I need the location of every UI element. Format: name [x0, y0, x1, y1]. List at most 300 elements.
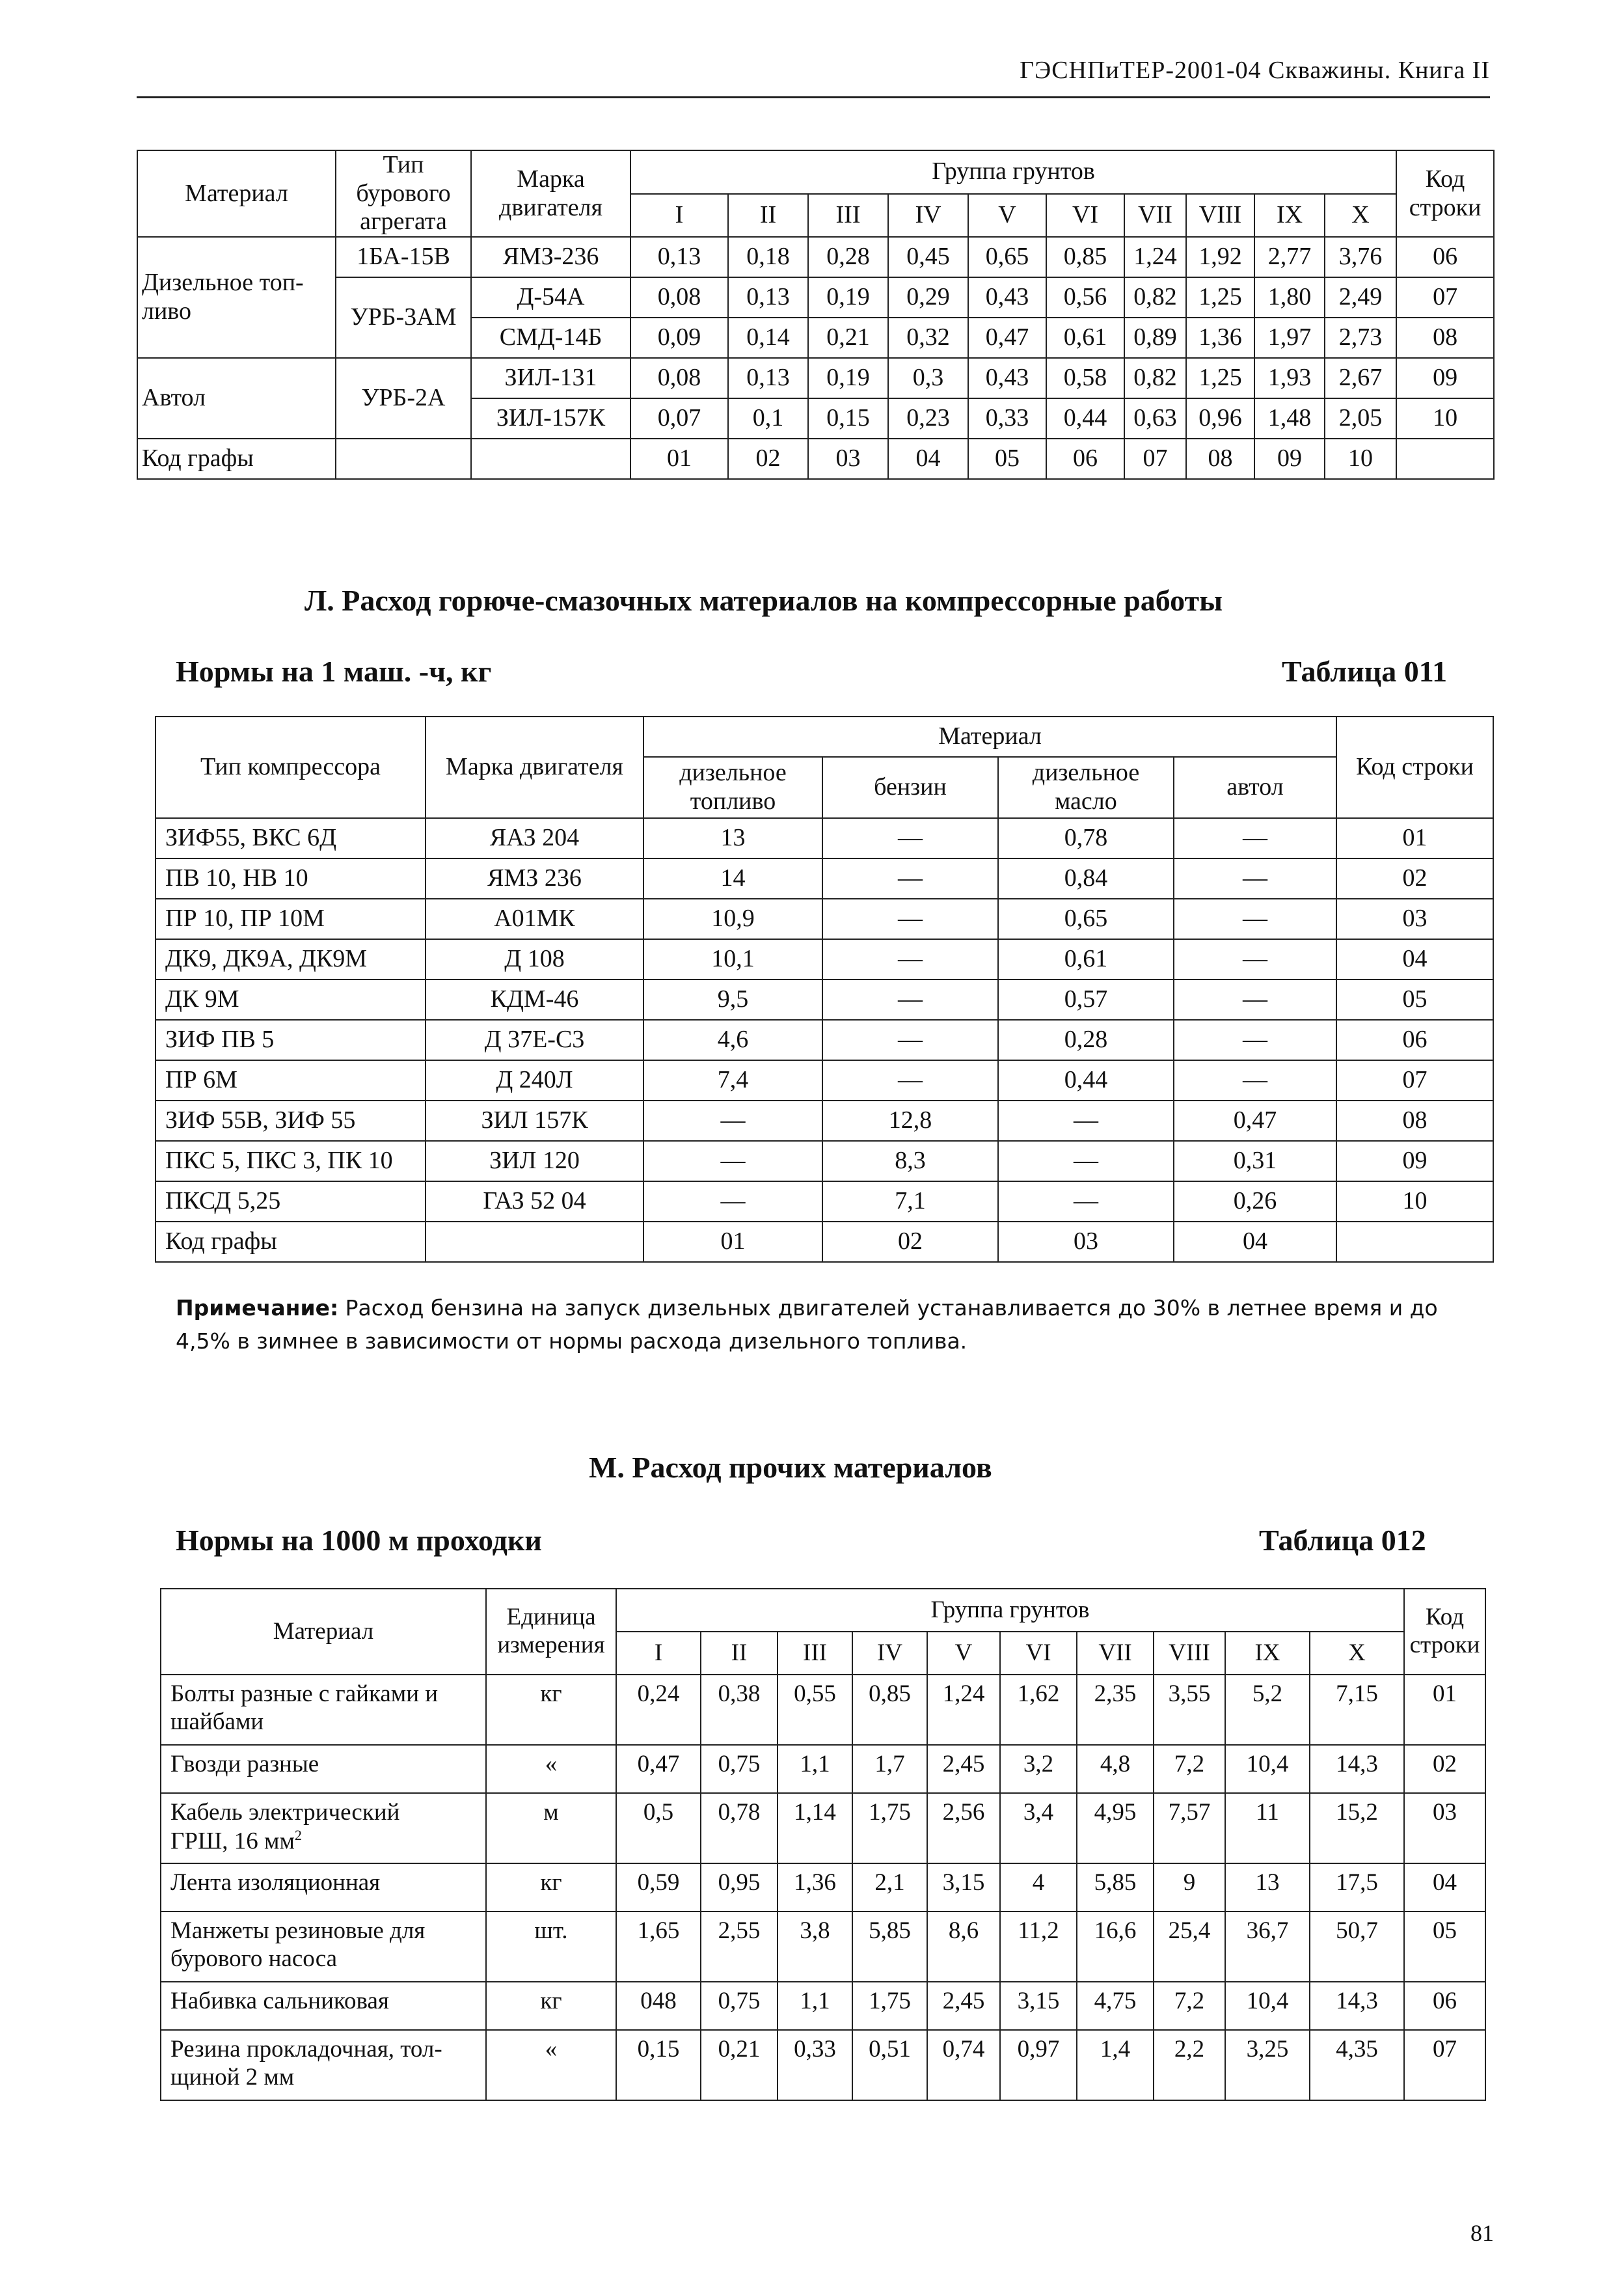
value-cell: 12,8: [822, 1101, 998, 1141]
value-cell: 3,15: [927, 1863, 1000, 1912]
unit-cell: «: [486, 1745, 616, 1793]
value-cell: 1,92: [1186, 237, 1254, 277]
value-cell: 8,3: [822, 1141, 998, 1181]
value-cell: 11: [1225, 1793, 1310, 1863]
column-code: 02: [728, 439, 808, 479]
group-header: I: [616, 1632, 701, 1675]
col-avtol: автол: [1174, 757, 1336, 818]
code-cell: 02: [1404, 1745, 1485, 1793]
value-cell: —: [643, 1181, 822, 1222]
table-row: [161, 1863, 1485, 1912]
note: [176, 1291, 1490, 1358]
value-cell: 0,26: [1174, 1181, 1336, 1222]
empty-cell: [1396, 439, 1494, 479]
value-cell: —: [643, 1141, 822, 1181]
group-header: IX: [1225, 1632, 1310, 1675]
table-row: [161, 1793, 1485, 1863]
value-cell: 13: [643, 818, 822, 858]
value-cell: 1,24: [927, 1675, 1000, 1745]
col-row-code: Код строки: [1404, 1589, 1485, 1675]
value-cell: 0,5: [616, 1793, 701, 1863]
engine-cell: ЯМЗ 236: [426, 858, 643, 899]
value-cell: 2,45: [927, 1745, 1000, 1793]
code-cell: 09: [1396, 358, 1494, 398]
code-cell: 09: [1336, 1141, 1493, 1181]
compressor-type-cell: ПР 6М: [156, 1060, 426, 1101]
value-cell: 7,1: [822, 1181, 998, 1222]
value-cell: —: [822, 980, 998, 1020]
col-material: Материал: [643, 717, 1336, 757]
value-cell: —: [1174, 899, 1336, 939]
col-unit: Единица измерения: [486, 1589, 616, 1675]
unit-cell: кг: [486, 1982, 616, 2030]
col-row-code: Код строки: [1336, 717, 1493, 818]
value-cell: 4,35: [1310, 2030, 1404, 2100]
value-cell: 2,45: [927, 1982, 1000, 2030]
compressor-type-cell: ЗИФ 55В, ЗИФ 55: [156, 1101, 426, 1141]
table-row: [156, 1141, 1493, 1181]
unit-cell: «: [486, 2030, 616, 2100]
value-cell: 0,96: [1186, 398, 1254, 439]
col-petrol: бензин: [822, 757, 998, 818]
value-cell: 0,78: [701, 1793, 778, 1863]
value-cell: 8,6: [927, 1912, 1000, 1982]
value-cell: 0,18: [728, 237, 808, 277]
value-cell: 0,21: [701, 2030, 778, 2100]
value-cell: 0,28: [998, 1020, 1174, 1060]
value-cell: 0,15: [616, 2030, 701, 2100]
value-cell: 2,77: [1254, 237, 1325, 277]
value-cell: 0,74: [927, 2030, 1000, 2100]
value-cell: 0,85: [852, 1675, 927, 1745]
code-cell: 03: [1404, 1793, 1485, 1863]
engine-cell: ЗИЛ 120: [426, 1141, 643, 1181]
value-cell: 4,8: [1077, 1745, 1154, 1793]
column-code: 09: [1254, 439, 1325, 479]
value-cell: 0,89: [1124, 318, 1186, 358]
note-label: Примечание:: [176, 1295, 339, 1321]
table-row: [156, 818, 1493, 858]
unit-cell: кг: [486, 1863, 616, 1912]
value-cell: 1,36: [1186, 318, 1254, 358]
value-cell: 0,82: [1124, 358, 1186, 398]
column-code: 02: [822, 1222, 998, 1262]
value-cell: 0,3: [888, 358, 968, 398]
value-cell: 2,49: [1325, 277, 1396, 318]
value-cell: 1,36: [778, 1863, 852, 1912]
table-row: [156, 1101, 1493, 1141]
value-cell: 0,1: [728, 398, 808, 439]
value-cell: 0,51: [852, 2030, 927, 2100]
group-header: X: [1310, 1632, 1404, 1675]
group-header: IX: [1254, 194, 1325, 238]
compressor-type-cell: ПКСД 5,25: [156, 1181, 426, 1222]
value-cell: 0,75: [701, 1982, 778, 2030]
table-row: [156, 899, 1493, 939]
code-cell: 07: [1404, 2030, 1485, 2100]
value-cell: —: [822, 1020, 998, 1060]
col-diesel-fuel: дизельное топливо: [643, 757, 822, 818]
value-cell: 10,4: [1225, 1745, 1310, 1793]
table-row: [156, 1181, 1493, 1222]
code-cell: 03: [1336, 899, 1493, 939]
value-cell: 4,6: [643, 1020, 822, 1060]
material-label-line2: ГРШ, 16 мм: [170, 1827, 295, 1854]
value-cell: 5,2: [1225, 1675, 1310, 1745]
engine-cell: ЗИЛ-131: [471, 358, 630, 398]
value-cell: 1,1: [778, 1745, 852, 1793]
value-cell: —: [822, 818, 998, 858]
value-cell: 0,31: [1174, 1141, 1336, 1181]
code-cell: 06: [1396, 237, 1494, 277]
code-cell: 06: [1404, 1982, 1485, 2030]
value-cell: 2,1: [852, 1863, 927, 1912]
group-header: III: [808, 194, 888, 238]
code-cell: 08: [1396, 318, 1494, 358]
value-cell: 3,25: [1225, 2030, 1310, 2100]
engine-cell: Д 240Л: [426, 1060, 643, 1101]
value-cell: 0,44: [998, 1060, 1174, 1101]
group-header: VII: [1077, 1632, 1154, 1675]
value-cell: 9,5: [643, 980, 822, 1020]
material-cell: [161, 2030, 486, 2100]
column-code: 05: [968, 439, 1046, 479]
section-l-title: Л. Расход горюче-смазочных материалов на компрессорные работы: [304, 584, 1223, 617]
table-row: [156, 939, 1493, 980]
value-cell: 1,4: [1077, 2030, 1154, 2100]
compressor-type-cell: ПКС 5, ПКС 3, ПК 10: [156, 1141, 426, 1181]
col-engine: Марка двигателя: [426, 717, 643, 818]
value-cell: 3,2: [1000, 1745, 1077, 1793]
table-footer-row: [156, 1222, 1493, 1262]
value-cell: 4,75: [1077, 1982, 1154, 2030]
value-cell: 0,44: [1046, 398, 1124, 439]
value-cell: 1,1: [778, 1982, 852, 2030]
value-cell: 14,3: [1310, 1745, 1404, 1793]
value-cell: 16,6: [1077, 1912, 1154, 1982]
engine-cell: А01МК: [426, 899, 643, 939]
table-row: [161, 1675, 1485, 1745]
value-cell: 3,76: [1325, 237, 1396, 277]
value-cell: —: [1174, 1020, 1336, 1060]
table-row: [161, 1912, 1485, 1982]
value-cell: 0,09: [630, 318, 728, 358]
value-cell: —: [822, 1060, 998, 1101]
group-header: X: [1325, 194, 1396, 238]
value-cell: 0,56: [1046, 277, 1124, 318]
value-cell: 0,43: [968, 358, 1046, 398]
value-cell: 0,13: [728, 277, 808, 318]
value-cell: 1,65: [616, 1912, 701, 1982]
column-code: 03: [808, 439, 888, 479]
value-cell: 1,24: [1124, 237, 1186, 277]
value-cell: 17,5: [1310, 1863, 1404, 1912]
value-cell: 3,55: [1154, 1675, 1225, 1745]
unit-cell: шт.: [486, 1912, 616, 1982]
value-cell: 0,43: [968, 277, 1046, 318]
section-l-norms: Нормы на 1 маш. -ч, кг: [176, 655, 492, 688]
engine-cell: Д-54А: [471, 277, 630, 318]
material-label: Гвозди разные: [170, 1751, 319, 1777]
value-cell: 0,07: [630, 398, 728, 439]
value-cell: 3,15: [1000, 1982, 1077, 2030]
value-cell: 1,14: [778, 1793, 852, 1863]
material-cell: [161, 1982, 486, 2030]
material-cell: [161, 1793, 486, 1863]
value-cell: 10,4: [1225, 1982, 1310, 2030]
material-label: Болты разные с гайками и шайбами: [170, 1680, 439, 1735]
table-row: [137, 277, 1494, 318]
value-cell: 1,75: [852, 1793, 927, 1863]
material-label: Резина прокладочная, тол- щиной 2 мм: [170, 2036, 442, 2090]
engine-cell: ЗИЛ-157К: [471, 398, 630, 439]
table-row: [137, 237, 1494, 277]
group-header: IV: [888, 194, 968, 238]
engine-cell: Д 108: [426, 939, 643, 980]
group-header: V: [968, 194, 1046, 238]
compressor-type-cell: ДК 9М: [156, 980, 426, 1020]
running-header: [137, 51, 1490, 98]
table-row: [161, 2030, 1485, 2100]
value-cell: 1,93: [1254, 358, 1325, 398]
value-cell: —: [822, 899, 998, 939]
other-materials-table: [160, 1588, 1486, 2101]
material-cell: [161, 1912, 486, 1982]
group-header: II: [728, 194, 808, 238]
code-cell: 04: [1404, 1863, 1485, 1912]
table-011-label: Таблица 011: [1282, 655, 1448, 688]
table-row: [161, 1982, 1485, 2030]
engine-cell: ЗИЛ 157К: [426, 1101, 643, 1141]
section-m-title: М. Расход прочих материалов: [589, 1451, 992, 1484]
table-012-label: Таблица 012: [1259, 1524, 1426, 1557]
value-cell: —: [1174, 858, 1336, 899]
engine-cell: Д 37Е-С3: [426, 1020, 643, 1060]
group-header: III: [778, 1632, 852, 1675]
compressor-type-cell: ПР 10, ПР 10М: [156, 899, 426, 939]
fuel-table-drilling: [137, 150, 1495, 480]
code-cell: 05: [1404, 1912, 1485, 1982]
value-cell: 0,55: [778, 1675, 852, 1745]
col-row-code: Код строки: [1396, 150, 1494, 237]
value-cell: 7,2: [1154, 1745, 1225, 1793]
value-cell: 7,15: [1310, 1675, 1404, 1745]
engine-cell: ЯАЗ 204: [426, 818, 643, 858]
value-cell: —: [1174, 939, 1336, 980]
value-cell: 0,23: [888, 398, 968, 439]
col-compressor-type: Тип компрессора: [156, 717, 426, 818]
note-text: Расход бензина на запуск дизельных двигателей устанавливается до 30% в летнее время и до 4,5% в зимнее в зависимости от нормы расхода дизельного топлива.: [176, 1295, 1438, 1354]
engine-cell: КДМ-46: [426, 980, 643, 1020]
value-cell: 0,47: [616, 1745, 701, 1793]
value-cell: 0,24: [616, 1675, 701, 1745]
value-cell: 11,2: [1000, 1912, 1077, 1982]
column-code: 07: [1124, 439, 1186, 479]
value-cell: 0,45: [888, 237, 968, 277]
value-cell: 14,3: [1310, 1982, 1404, 2030]
col-diesel-oil: дизельное масло: [998, 757, 1174, 818]
column-code: 01: [630, 439, 728, 479]
rig-cell: 1БА-15В: [336, 237, 471, 277]
value-cell: 4,95: [1077, 1793, 1154, 1863]
running-title: ГЭСНПиТЕР-2001-04 Скважины. Книга II: [1020, 57, 1490, 84]
material-cell: Дизельное топ- ливо: [137, 237, 336, 358]
value-cell: 3,8: [778, 1912, 852, 1982]
value-cell: 10,9: [643, 899, 822, 939]
col-material: Материал: [161, 1589, 486, 1675]
value-cell: 0,47: [968, 318, 1046, 358]
material-label: Манжеты резиновые для бурового насоса: [170, 1917, 426, 1972]
value-cell: 5,85: [852, 1912, 927, 1982]
value-cell: 1,62: [1000, 1675, 1077, 1745]
table-row: [156, 858, 1493, 899]
value-cell: 3,4: [1000, 1793, 1077, 1863]
group-header: VII: [1124, 194, 1186, 238]
value-cell: 1,48: [1254, 398, 1325, 439]
table-footer-row: [137, 439, 1494, 479]
compressor-type-cell: ДК9, ДК9А, ДК9М: [156, 939, 426, 980]
group-header: V: [927, 1632, 1000, 1675]
material-label: Лента изоляционная: [170, 1869, 381, 1896]
value-cell: 0,61: [998, 939, 1174, 980]
unit-cell: м: [486, 1793, 616, 1863]
code-cell: 06: [1336, 1020, 1493, 1060]
footer-label: Код графы: [137, 439, 336, 479]
col-engine: Марка двигателя: [471, 150, 630, 237]
value-cell: 36,7: [1225, 1912, 1310, 1982]
code-cell: 04: [1336, 939, 1493, 980]
value-cell: 1,25: [1186, 358, 1254, 398]
rig-cell: УРБ-2А: [336, 358, 471, 439]
column-code: 06: [1046, 439, 1124, 479]
value-cell: 0,65: [998, 899, 1174, 939]
compressor-type-cell: ПВ 10, НВ 10: [156, 858, 426, 899]
value-cell: 0,29: [888, 277, 968, 318]
value-cell: 0,13: [630, 237, 728, 277]
value-cell: 50,7: [1310, 1912, 1404, 1982]
section-m-norms: Нормы на 1000 м проходки: [176, 1524, 542, 1557]
engine-cell: ГАЗ 52 04: [426, 1181, 643, 1222]
value-cell: 0,47: [1174, 1101, 1336, 1141]
value-cell: 0,19: [808, 358, 888, 398]
value-cell: 10,1: [643, 939, 822, 980]
group-header: VIII: [1154, 1632, 1225, 1675]
value-cell: 0,59: [616, 1863, 701, 1912]
table-row: [156, 1020, 1493, 1060]
code-cell: 01: [1336, 818, 1493, 858]
value-cell: 15,2: [1310, 1793, 1404, 1863]
column-code: 10: [1325, 439, 1396, 479]
value-cell: 0,63: [1124, 398, 1186, 439]
table-row: [156, 980, 1493, 1020]
group-header: VI: [1046, 194, 1124, 238]
value-cell: —: [1174, 980, 1336, 1020]
value-cell: 2,56: [927, 1793, 1000, 1863]
group-header: VIII: [1186, 194, 1254, 238]
unit-exponent: 2: [294, 1826, 302, 1843]
value-cell: 0,33: [968, 398, 1046, 439]
table-row: [161, 1745, 1485, 1793]
value-cell: —: [1174, 818, 1336, 858]
value-cell: —: [998, 1181, 1174, 1222]
value-cell: 0,08: [630, 277, 728, 318]
column-code: 01: [643, 1222, 822, 1262]
code-cell: 07: [1396, 277, 1494, 318]
value-cell: 1,75: [852, 1982, 927, 2030]
value-cell: 13: [1225, 1863, 1310, 1912]
col-soil-group: Группа грунтов: [616, 1589, 1404, 1632]
value-cell: 7,2: [1154, 1982, 1225, 2030]
col-rig-type: Тип бурового агрегата: [336, 150, 471, 237]
engine-cell: ЯМЗ-236: [471, 237, 630, 277]
material-cell: [161, 1675, 486, 1745]
value-cell: 0,08: [630, 358, 728, 398]
value-cell: 1,7: [852, 1745, 927, 1793]
code-cell: 05: [1336, 980, 1493, 1020]
value-cell: 7,57: [1154, 1793, 1225, 1863]
value-cell: 4: [1000, 1863, 1077, 1912]
code-cell: 10: [1396, 398, 1494, 439]
value-cell: 2,67: [1325, 358, 1396, 398]
col-material: Материал: [137, 150, 336, 237]
value-cell: 25,4: [1154, 1912, 1225, 1982]
value-cell: 14: [643, 858, 822, 899]
value-cell: 0,32: [888, 318, 968, 358]
value-cell: 5,85: [1077, 1863, 1154, 1912]
page-number: 81: [1470, 2220, 1494, 2246]
value-cell: 048: [616, 1982, 701, 2030]
code-cell: 07: [1336, 1060, 1493, 1101]
footer-label: Код графы: [156, 1222, 426, 1262]
code-cell: 02: [1336, 858, 1493, 899]
value-cell: 0,58: [1046, 358, 1124, 398]
table-row: [137, 358, 1494, 398]
value-cell: 0,19: [808, 277, 888, 318]
value-cell: —: [998, 1101, 1174, 1141]
col-soil-group: Группа грунтов: [630, 150, 1396, 194]
value-cell: 9: [1154, 1863, 1225, 1912]
value-cell: 1,25: [1186, 277, 1254, 318]
value-cell: 0,28: [808, 237, 888, 277]
value-cell: 2,05: [1325, 398, 1396, 439]
unit-cell: кг: [486, 1675, 616, 1745]
code-cell: 01: [1404, 1675, 1485, 1745]
code-cell: 08: [1336, 1101, 1493, 1141]
value-cell: 2,35: [1077, 1675, 1154, 1745]
value-cell: 0,84: [998, 858, 1174, 899]
column-code: 04: [1174, 1222, 1336, 1262]
value-cell: —: [822, 939, 998, 980]
group-header: IV: [852, 1632, 927, 1675]
material-label: Набивка сальниковая: [170, 1988, 389, 2014]
material-cell: [161, 1745, 486, 1793]
code-cell: 10: [1336, 1181, 1493, 1222]
value-cell: —: [1174, 1060, 1336, 1101]
value-cell: 0,21: [808, 318, 888, 358]
empty-cell: [471, 439, 630, 479]
material-label: Кабель электрический: [170, 1799, 400, 1826]
value-cell: 0,85: [1046, 237, 1124, 277]
value-cell: 0,14: [728, 318, 808, 358]
value-cell: 0,78: [998, 818, 1174, 858]
value-cell: —: [643, 1101, 822, 1141]
value-cell: 0,75: [701, 1745, 778, 1793]
table-row: [156, 1060, 1493, 1101]
compressor-type-cell: ЗИФ ПВ 5: [156, 1020, 426, 1060]
value-cell: 0,82: [1124, 277, 1186, 318]
column-code: 04: [888, 439, 968, 479]
engine-cell: СМД-14Б: [471, 318, 630, 358]
